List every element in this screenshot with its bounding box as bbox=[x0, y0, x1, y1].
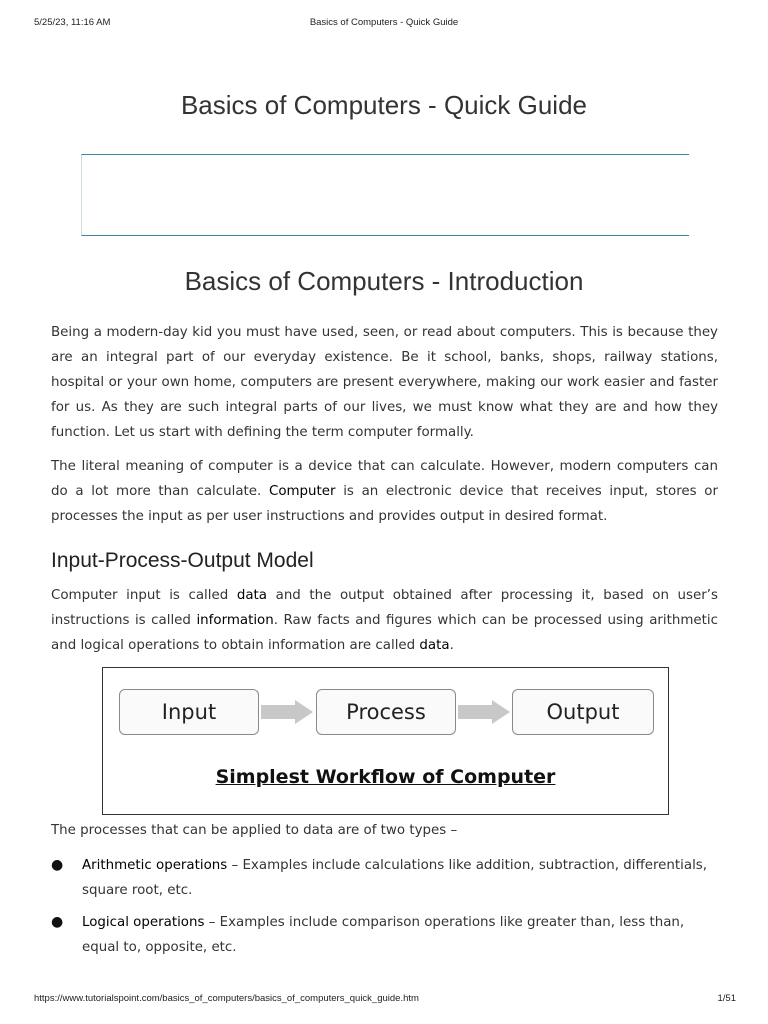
output-box: Output bbox=[512, 689, 654, 735]
data-keyword-2[interactable]: data bbox=[419, 638, 450, 653]
operations-list bbox=[51, 853, 718, 960]
print-footer-url: https://www.tutorialspoint.com/basics_of_computers/basics_of_computers_quick_guide.htm bbox=[34, 993, 419, 1004]
ad-placeholder-box bbox=[81, 154, 689, 236]
arithmetic-operations-desc: – Examples include calculations like addition, subtraction, differentials, square root, etc. bbox=[82, 858, 708, 898]
print-page-number: 1/51 bbox=[717, 993, 736, 1004]
intro-paragraph-2-text-a: The literal meaning of computer is a device that can calculate. However, modern computers can do a lot more than calculate. bbox=[51, 459, 718, 499]
process-box: Process bbox=[316, 689, 456, 735]
page-title: Basics of Computers - Quick Guide bbox=[180, 90, 588, 120]
bullet-icon: ● bbox=[51, 857, 64, 873]
ipo-text-3: . Raw facts and figures which can be processed using arithmetic and logical operations to obtain information are called bbox=[51, 613, 718, 653]
intro-paragraph-1: Being a modern-day kid you must have used, seen, or read about computers. This is because they are an integral part of our everyday existence. Be it school, banks, shops, railway stations, hospital or your own home, computers are present everywhere, making our work easier and faster for us. As they are such integral parts of our lives, we must know what they are and how they function. Let us start with defining the term computer formally. bbox=[51, 325, 718, 440]
logical-operations-term[interactable]: Logical operations bbox=[82, 915, 205, 930]
data-keyword[interactable]: data bbox=[236, 588, 268, 603]
arrow-right-icon bbox=[458, 700, 510, 724]
processes-intro: The processes that can be applied to data are of two types – bbox=[51, 823, 458, 838]
intro-paragraph-2-text-b: is an electronic device that receives input, stores or processes the input as per user instructions and provides output in desired format. bbox=[51, 484, 719, 524]
ipo-text-4: . bbox=[449, 638, 454, 653]
ipo-heading: Input-Process-Output Model bbox=[51, 549, 314, 572]
print-header-title: Basics of Computers - Quick Guide bbox=[309, 17, 459, 28]
ipo-text-1: Computer input is called bbox=[51, 588, 237, 603]
arithmetic-operations-term[interactable]: Arithmetic operations bbox=[82, 858, 228, 873]
computer-keyword-link[interactable]: Computer bbox=[268, 484, 336, 499]
list-item bbox=[51, 910, 718, 960]
logical-operations-desc: – Examples include comparison operations like greater than, less than, equal to, opposite, etc. bbox=[82, 915, 685, 955]
ipo-paragraph bbox=[51, 583, 718, 658]
diagram-caption: Simplest Workflow of Computer bbox=[215, 766, 556, 788]
print-datetime: 5/25/23, 11:16 AM bbox=[34, 17, 111, 28]
list-item bbox=[51, 853, 718, 903]
ipo-text-2: and the output obtained after processing it, based on user’s instructions is called bbox=[51, 588, 719, 628]
input-box: Input bbox=[119, 689, 259, 735]
arrow-right-icon bbox=[261, 700, 313, 724]
information-keyword[interactable]: information bbox=[196, 613, 274, 628]
intro-paragraph-2 bbox=[51, 454, 718, 529]
section-title: Basics of Computers - Introduction bbox=[184, 266, 584, 296]
workflow-diagram bbox=[102, 667, 669, 815]
bullet-icon: ● bbox=[51, 914, 64, 930]
